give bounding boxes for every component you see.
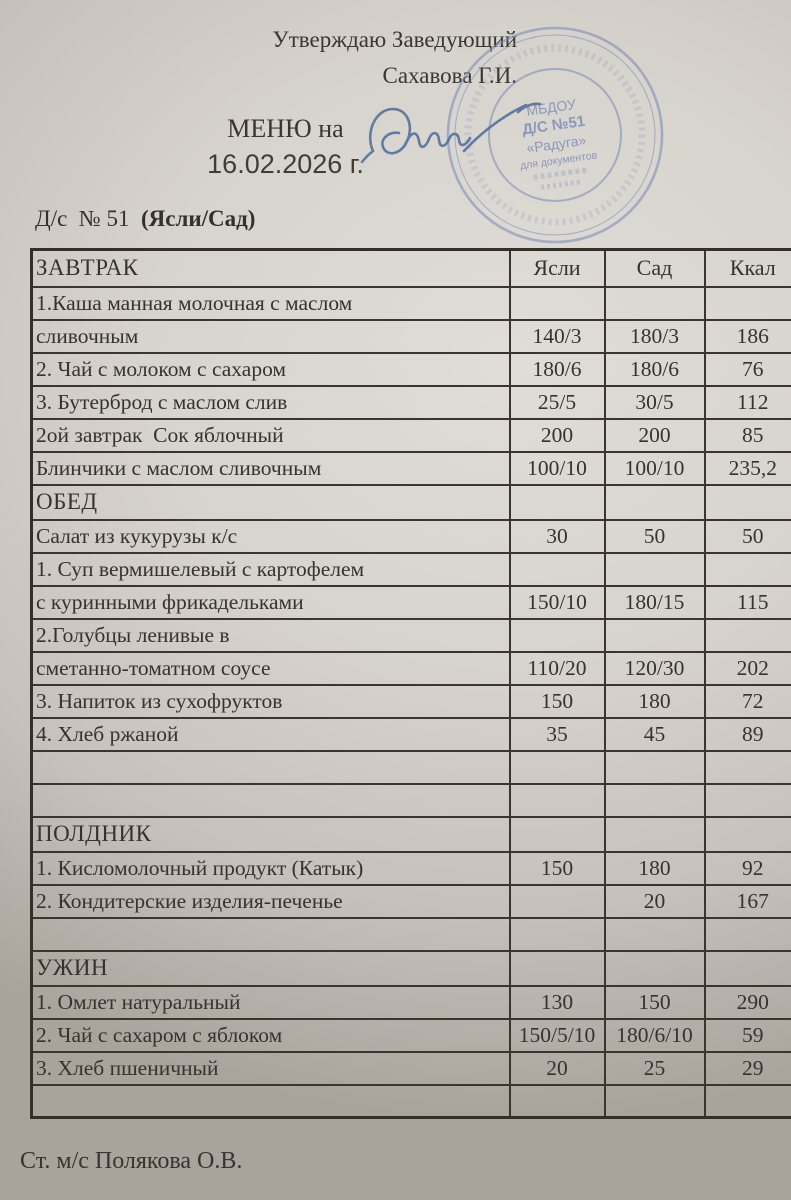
yasli-cell: 20 xyxy=(510,1052,605,1085)
menu-item-row xyxy=(32,685,791,718)
section-row xyxy=(32,951,791,986)
dish-name-cell: УЖИН xyxy=(32,951,510,986)
yasli-cell: 200 xyxy=(510,419,605,452)
sad-cell: 180 xyxy=(605,852,705,885)
yasli-cell: 150/10 xyxy=(510,586,605,619)
menu-item-row xyxy=(32,986,791,1019)
sad-cell xyxy=(605,751,705,784)
dish-name-cell: Блинчики с маслом сливочным xyxy=(32,452,510,485)
yasli-cell: 100/10 xyxy=(510,452,605,485)
kcal-cell xyxy=(705,784,791,817)
menu-item-row xyxy=(32,718,791,751)
dish-name-cell: 2. Чай с сахаром с яблоком xyxy=(32,1019,510,1052)
sad-cell xyxy=(605,951,705,986)
kcal-cell: 186 xyxy=(705,320,791,353)
sad-cell: 50 xyxy=(605,520,705,553)
menu-item-row xyxy=(32,419,791,452)
kcal-cell xyxy=(705,1085,791,1118)
sad-cell: 200 xyxy=(605,419,705,452)
kcal-cell: 72 xyxy=(705,685,791,718)
sad-cell: 25 xyxy=(605,1052,705,1085)
yasli-cell: 140/3 xyxy=(510,320,605,353)
dish-name-cell: 2ой завтрак Сок яблочный xyxy=(32,419,510,452)
sad-cell: 100/10 xyxy=(605,452,705,485)
kcal-cell: 59 xyxy=(705,1019,791,1052)
sad-cell: 30/5 xyxy=(605,386,705,419)
dish-name-cell xyxy=(32,784,510,817)
sad-cell: 20 xyxy=(605,885,705,918)
dish-name-cell: 2. Кондитерские изделия-печенье xyxy=(32,885,510,918)
menu-title: МЕНЮ на xyxy=(227,114,344,143)
sad-cell xyxy=(605,485,705,520)
kcal-cell: 85 xyxy=(705,419,791,452)
menu-item-row xyxy=(32,1052,791,1085)
kcal-cell: 115 xyxy=(705,586,791,619)
stamp-purpose: для документов xyxy=(519,149,598,173)
menu-item-row xyxy=(32,852,791,885)
dish-name-cell: 1. Кисломолочный продукт (Катык) xyxy=(32,852,510,885)
yasli-cell xyxy=(510,287,605,320)
menu-item-row xyxy=(32,1019,791,1052)
dish-name-cell: 3. Бутерброд с маслом слив xyxy=(32,386,510,419)
sad-cell xyxy=(605,784,705,817)
menu-item-row xyxy=(32,586,791,619)
yasli-cell xyxy=(510,751,605,784)
org-group: (Ясли/Сад) xyxy=(140,206,256,231)
approver-title: Утверждаю Заведующий xyxy=(272,27,517,52)
yasli-cell xyxy=(510,918,605,951)
dish-name-cell: с куринными фрикадельками xyxy=(32,586,510,619)
dish-name-cell: 1.Каша манная молочная с маслом xyxy=(32,287,510,320)
yasli-cell xyxy=(510,485,605,520)
sad-cell xyxy=(605,918,705,951)
yasli-cell: 25/5 xyxy=(510,386,605,419)
kcal-cell: 29 xyxy=(705,1052,791,1085)
kcal-cell: Ккал xyxy=(705,250,791,287)
stamp-org-num: Д/С №51 xyxy=(521,112,587,139)
kcal-cell xyxy=(705,751,791,784)
sad-cell: 120/30 xyxy=(605,652,705,685)
dish-name-cell xyxy=(32,751,510,784)
org-prefix: Д/с № 51 xyxy=(35,206,141,231)
dish-name-cell: 3. Напиток из сухофруктов xyxy=(32,685,510,718)
empty-row xyxy=(32,918,791,951)
menu-item-row xyxy=(32,353,791,386)
yasli-cell: 35 xyxy=(510,718,605,751)
table-header-row xyxy=(32,250,791,287)
dish-name-cell: 3. Хлеб пшеничный xyxy=(32,1052,510,1085)
org-line xyxy=(35,206,255,232)
section-row xyxy=(32,485,791,520)
kcal-cell: 50 xyxy=(705,520,791,553)
dish-name-cell: 2.Голубцы ленивые в xyxy=(32,619,510,652)
kcal-cell xyxy=(705,553,791,586)
kcal-cell: 89 xyxy=(705,718,791,751)
yasli-cell: 130 xyxy=(510,986,605,1019)
dish-name-cell: 1. Суп вермишелевый с картофелем xyxy=(32,553,510,586)
menu-item-row xyxy=(32,320,791,353)
kcal-cell xyxy=(705,485,791,520)
dish-name-cell: сливочным xyxy=(32,320,510,353)
kcal-cell: 167 xyxy=(705,885,791,918)
signature xyxy=(358,96,558,191)
yasli-cell: Ясли xyxy=(510,250,605,287)
dish-name-cell xyxy=(32,1085,510,1118)
dish-name-cell: ОБЕД xyxy=(32,485,510,520)
menu-item-row xyxy=(32,520,791,553)
yasli-cell: 110/20 xyxy=(510,652,605,685)
menu-table xyxy=(30,248,791,1119)
stamp-org-abbr: МБДОУ xyxy=(525,95,577,119)
kcal-cell xyxy=(705,619,791,652)
dish-name-cell: Салат из кукурузы к/с xyxy=(32,520,510,553)
kcal-cell: 202 xyxy=(705,652,791,685)
approver-name: Сахавова Г.И. xyxy=(382,63,517,88)
yasli-cell xyxy=(510,951,605,986)
sad-cell: Сад xyxy=(605,250,705,287)
sad-cell: 180/3 xyxy=(605,320,705,353)
menu-date: 16.02.2026 г. xyxy=(207,149,364,179)
menu-item-row xyxy=(32,386,791,419)
yasli-cell: 150/5/10 xyxy=(510,1019,605,1052)
yasli-cell: 150 xyxy=(510,852,605,885)
kcal-cell xyxy=(705,287,791,320)
sad-cell xyxy=(605,287,705,320)
sad-cell xyxy=(605,619,705,652)
yasli-cell xyxy=(510,817,605,852)
kcal-cell xyxy=(705,951,791,986)
yasli-cell xyxy=(510,784,605,817)
menu-item-row xyxy=(32,885,791,918)
dish-name-cell: 1. Омлет натуральный xyxy=(32,986,510,1019)
sad-cell: 45 xyxy=(605,718,705,751)
sad-cell: 180/6 xyxy=(605,353,705,386)
kcal-cell: 112 xyxy=(705,386,791,419)
menu-item-row xyxy=(32,553,791,586)
stamp-org-name: «Радуга» xyxy=(525,131,588,157)
empty-row xyxy=(32,784,791,817)
kcal-cell xyxy=(705,918,791,951)
dish-name-cell: сметанно-томатном соусе xyxy=(32,652,510,685)
nurse-signature-line: Ст. м/с Полякова О.В. xyxy=(20,1148,243,1174)
kcal-cell: 76 xyxy=(705,353,791,386)
kcal-cell: 92 xyxy=(705,852,791,885)
sad-cell: 180/6/10 xyxy=(605,1019,705,1052)
kcal-cell xyxy=(705,817,791,852)
menu-item-row xyxy=(32,452,791,485)
dish-name-cell: 4. Хлеб ржаной xyxy=(32,718,510,751)
yasli-cell: 150 xyxy=(510,685,605,718)
dish-name-cell: ПОЛДНИК xyxy=(32,817,510,852)
dish-name-cell xyxy=(32,918,510,951)
empty-row xyxy=(32,751,791,784)
menu-item-row xyxy=(32,619,791,652)
dish-name-cell: ЗАВТРАК xyxy=(32,250,510,287)
sad-cell xyxy=(605,1085,705,1118)
menu-item-row xyxy=(32,287,791,320)
kcal-cell: 290 xyxy=(705,986,791,1019)
sad-cell xyxy=(605,553,705,586)
section-row xyxy=(32,817,791,852)
menu-item-row xyxy=(32,652,791,685)
sad-cell: 150 xyxy=(605,986,705,1019)
dish-name-cell: 2. Чай с молоком с сахаром xyxy=(32,353,510,386)
yasli-cell xyxy=(510,553,605,586)
sad-cell xyxy=(605,817,705,852)
yasli-cell: 30 xyxy=(510,520,605,553)
empty-row xyxy=(32,1085,791,1118)
yasli-cell xyxy=(510,1085,605,1118)
sad-cell: 180/15 xyxy=(605,586,705,619)
sad-cell: 180 xyxy=(605,685,705,718)
yasli-cell: 180/6 xyxy=(510,353,605,386)
yasli-cell xyxy=(510,885,605,918)
kcal-cell: 235,2 xyxy=(705,452,791,485)
yasli-cell xyxy=(510,619,605,652)
